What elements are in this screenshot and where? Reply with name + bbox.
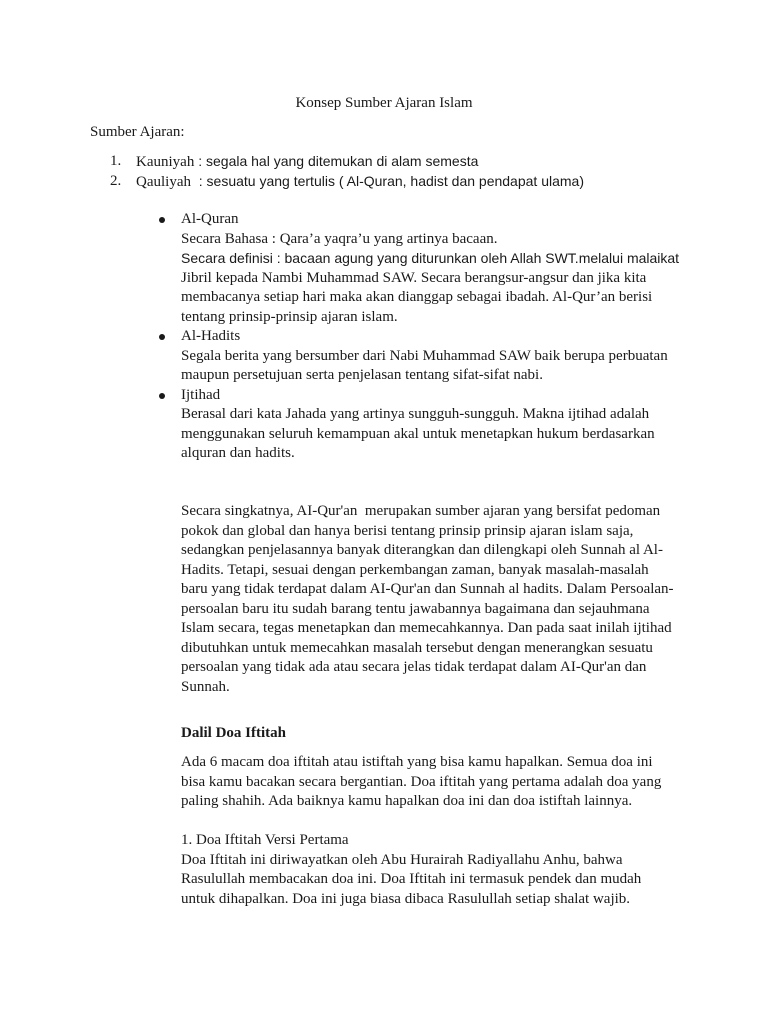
paragraph-line: bisa kamu bacakan secara bergantian. Doa iftitah yang pertama adalah doa yang: [181, 773, 662, 790]
list-number: 2.: [110, 172, 122, 189]
bullet-text-line: maupun persetujuan serta penjelasan tentang sifat-sifat nabi.: [181, 367, 543, 383]
bullet-text-line: tentang prinsip-prinsip ajaran islam.: [181, 308, 398, 325]
paragraph-line: Rasulullah membacakan doa ini. Doa Iftitah ini termasuk pendek dan mudah: [181, 871, 642, 887]
paragraph-subheading: 1. Doa Iftitah Versi Pertama: [181, 832, 349, 848]
paragraph-line: untuk dihapalkan. Doa ini juga biasa dibaca Rasulullah setiap shalat wajib.: [181, 890, 631, 907]
doa-versi-pertama-paragraph: [181, 831, 681, 909]
term-description: : segala hal yang ditemukan di alam semesta: [194, 153, 479, 169]
bullet-text-line: Secara Bahasa : Qara’a yaqra’u yang artinya bacaan.: [181, 230, 498, 247]
paragraph-line: paling shahih. Ada baiknya kamu hapalkan doa ini dan doa istiftah lainnya.: [181, 793, 633, 809]
term: Kauniyah: [136, 154, 195, 170]
doa-intro-paragraph: [181, 753, 681, 812]
list-number: 1.: [110, 153, 122, 169]
bullet-dot-icon: [159, 217, 165, 223]
bullet-text-line: Secara definisi : bacaan agung yang diturunkan oleh Allah SWT.melalui malaikat: [181, 250, 680, 266]
bullet-text-line: menggunakan seluruh kemampuan akal untuk menetapkan hukum berdasarkan: [181, 425, 655, 442]
bullet-dot-icon: [159, 393, 165, 399]
bullet-text-line: Berasal dari kata Jahada yang artinya sungguh-sungguh. Makna ijtihad adalah: [181, 406, 650, 422]
bullet-text-line: Segala berita yang bersumber dari Nabi Muhammad SAW baik berupa perbuatan: [181, 347, 668, 364]
bullet-dot-icon: [159, 334, 165, 340]
bullet-heading: Al-Hadits: [181, 328, 241, 344]
section-heading: Dalil Doa Iftitah: [181, 725, 286, 741]
sumber-ajaran-label: Sumber Ajaran:: [90, 124, 185, 140]
term: Qauliyah: [136, 173, 191, 190]
paragraph-line: persoalan baru itu sudah barang tentu jawabannya bagaimana dan sejauhmana: [181, 600, 650, 617]
paragraph-line: pokok dan global dan hanya berisi tentang prinsip prinsip ajaran islam saja,: [181, 522, 634, 539]
paragraph-line: Hadits. Tetapi, sesuai dengan perkembangan zaman, banyak masalah-masalah: [181, 561, 649, 578]
bullet-heading: Al-Quran: [181, 211, 239, 227]
paragraph-line: Sunnah.: [181, 678, 230, 695]
paragraph-line: baru yang tidak terdapat dalam AI-Qur'an dan Sunnah al hadits. Dalam Persoalan-: [181, 581, 674, 597]
paragraph-line: persoalan yang tidak ada atau secara jelas tidak terdapat dalam AI-Qur'an dan: [181, 659, 647, 675]
paragraph-line: Ada 6 macam doa iftitah atau istiftah yang bisa kamu hapalkan. Semua doa ini: [181, 754, 653, 770]
bullet-item-al-quran: [155, 210, 680, 327]
paragraph-line: dibutuhkan untuk memecahkan masalah tersebut dengan menerangkan sesuatu: [181, 639, 653, 656]
term-description: : sesuatu yang tertulis ( Al-Quran, hadist dan pendapat ulama): [190, 172, 584, 189]
paragraph-line: sedangkan penjelasannya banyak diterangkan dan dilengkapi oleh Sunnah al Al-: [181, 542, 663, 558]
paragraph-line: Islam secara, tegas menetapkan dan memecahkannya. Dan pada saat inilah ijtihad: [181, 620, 672, 636]
paragraph-line: Secara singkatnya, AI-Qur'an merupakan sumber ajaran yang bersifat pedoman: [181, 503, 661, 519]
summary-paragraph: [181, 502, 681, 697]
bullet-text-line: Jibril kepada Nambi Muhammad SAW. Secara berangsur-angsur dan jika kita: [181, 269, 647, 286]
bullet-text-line: alquran dan hadits.: [181, 445, 295, 461]
bullet-list: [155, 210, 680, 464]
document-title: Konsep Sumber Ajaran Islam: [295, 95, 473, 111]
bullet-item-ijtihad: [155, 386, 675, 464]
bullet-text-line: membacanya setiap hari maka akan dianggap sebagai ibadah. Al-Qur’an berisi: [181, 289, 653, 305]
bullet-heading: Ijtihad: [181, 386, 221, 403]
paragraph-line: Doa Iftitah ini diriwayatkan oleh Abu Hurairah Radiyallahu Anhu, bahwa: [181, 851, 623, 868]
bullet-item-al-hadits: [155, 327, 675, 386]
